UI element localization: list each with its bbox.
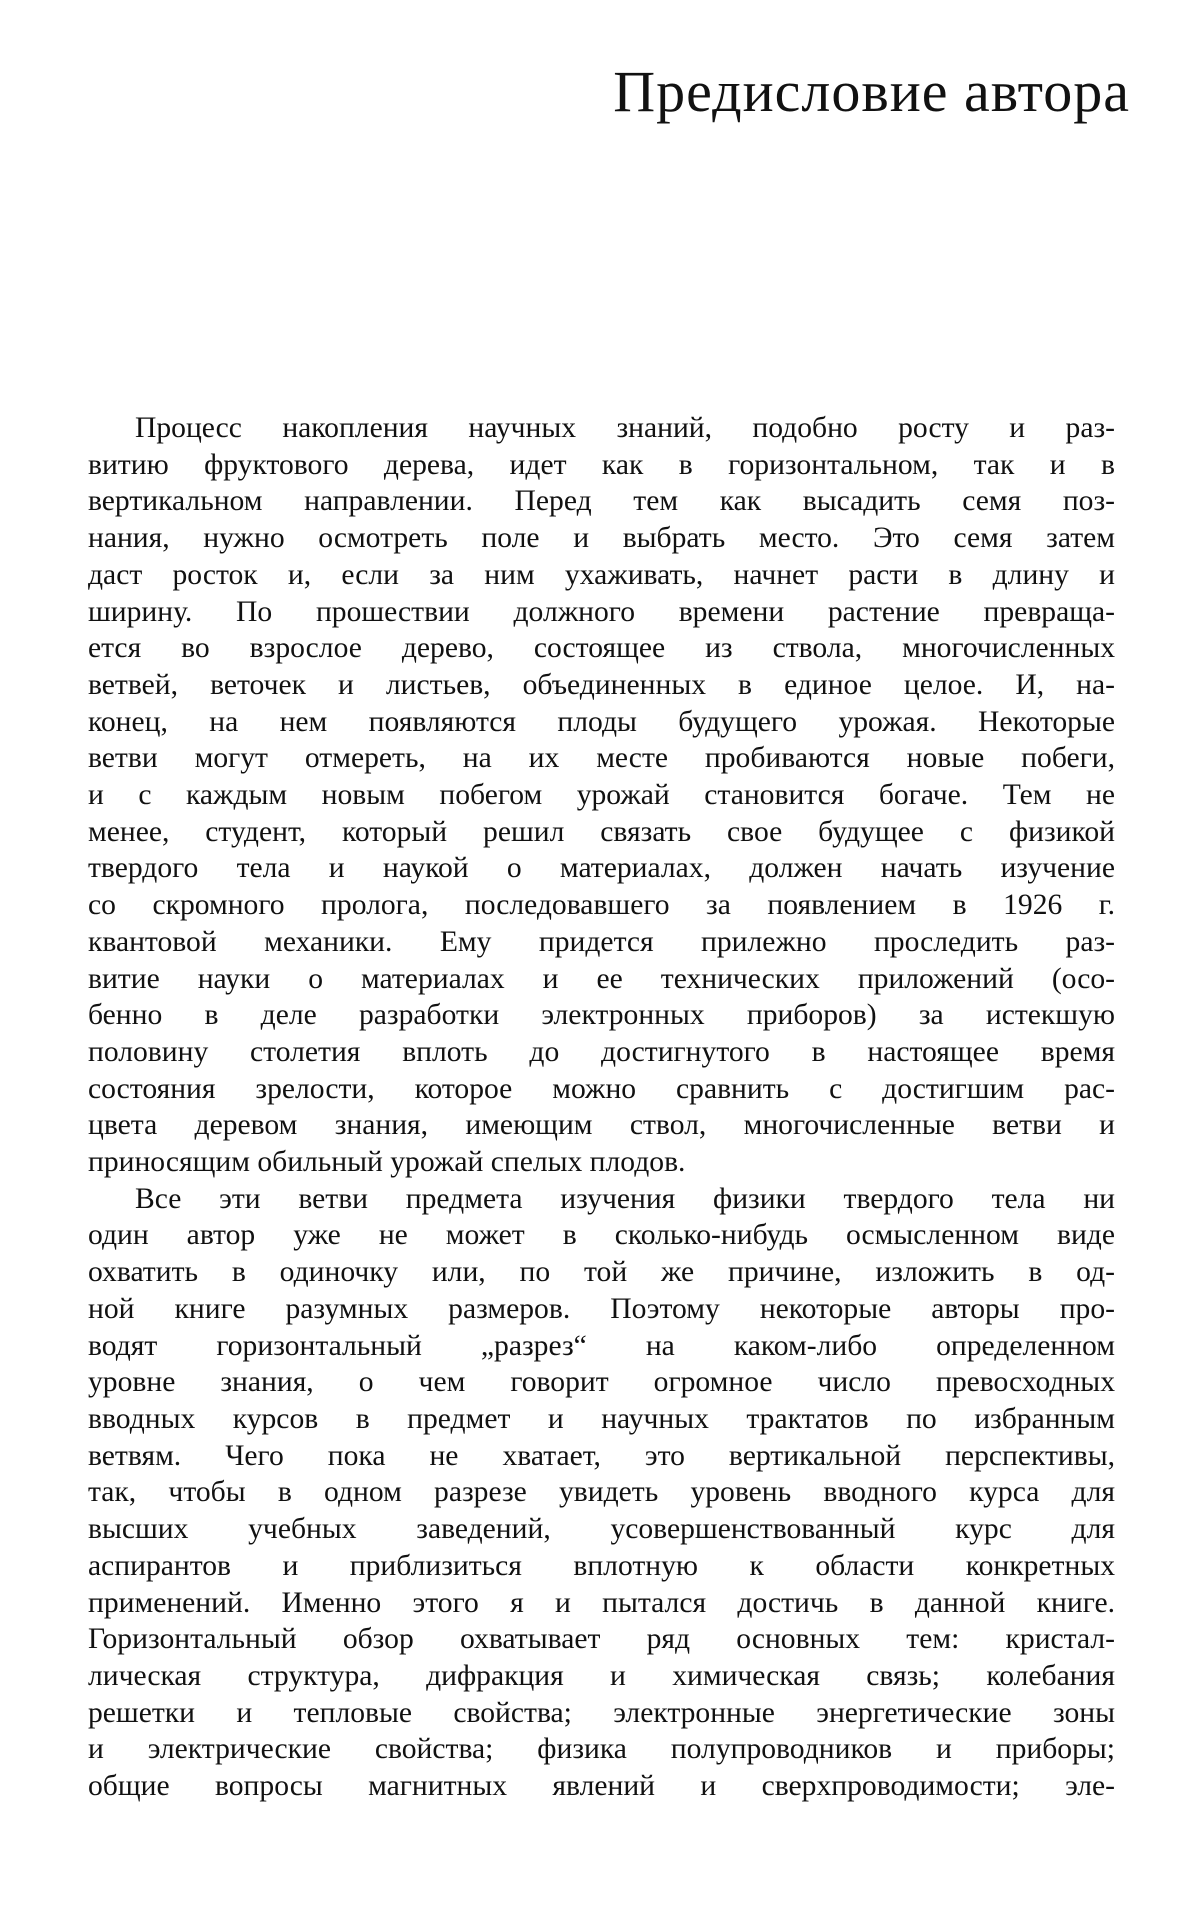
text-line: квантовой механики. Ему придется прилежно проследить раз- xyxy=(88,925,1115,958)
text-line: охватить в одиночку или, по той же причине, изложить в од- xyxy=(88,1256,1115,1289)
text-line: ветвям. Чего пока не хватает, это вертикальной перспективы, xyxy=(88,1439,1115,1472)
page-title: Предисловие автора xyxy=(613,59,1130,124)
text-line: со скромного пролога, последовавшего за появлением в 1926 г. xyxy=(88,889,1115,922)
text-line: аспирантов и приблизиться вплотную к области конкретных xyxy=(88,1549,1115,1582)
text-line: цвета деревом знания, имеющим ствол, многочисленные ветви и xyxy=(88,1109,1115,1142)
text-line: так, чтобы в одном разрезе увидеть уровень вводного курса для xyxy=(88,1476,1115,1509)
text-line: твердого тела и наукой о материалах, должен начать изучение xyxy=(88,852,1115,885)
text-line: высших учебных заведений, усовершенствованный курс для xyxy=(88,1513,1115,1546)
body-text xyxy=(88,410,1115,1805)
text-line: ется во взрослое дерево, состоящее из ствола, многочисленных xyxy=(88,632,1115,665)
text-line: нания, нужно осмотреть поле и выбрать место. Это семя затем xyxy=(88,522,1115,555)
text-line: уровне знания, о чем говорит огромное число превосходных xyxy=(88,1366,1115,1399)
text-line: витию фруктового дерева, идет как в горизонтальном, так и в xyxy=(88,448,1115,481)
text-line: водят горизонтальный „разрез“ на каком-либо определенном xyxy=(88,1329,1115,1362)
text-line: вертикальном направлении. Перед тем как высадить семя поз- xyxy=(88,485,1115,518)
text-line: лическая структура, дифракция и химическая связь; колебания xyxy=(88,1659,1115,1692)
text-line: и электрические свойства; физика полупроводников и приборы; xyxy=(88,1733,1115,1766)
text-line: ветвей, веточек и листьев, объединенных в единое целое. И, на- xyxy=(88,668,1115,701)
text-line: витие науки о материалах и ее технических приложений (осо- xyxy=(88,962,1115,995)
text-line: менее, студент, который решил связать свое будущее с физикой xyxy=(88,815,1115,848)
text-line: ширину. По прошествии должного времени растение превраща- xyxy=(88,595,1115,628)
text-line: решетки и тепловые свойства; электронные энергетические зоны xyxy=(88,1696,1115,1729)
text-line: один автор уже не может в сколько-нибудь осмысленном виде xyxy=(88,1219,1115,1252)
text-line: Все эти ветви предмета изучения физики твердого тела ни xyxy=(135,1182,1115,1215)
paragraph-1 xyxy=(88,410,1115,1181)
text-line: состояния зрелости, которое можно сравнить с достигшим рас- xyxy=(88,1072,1115,1105)
text-line: применений. Именно этого я и пытался достичь в данной книге. xyxy=(88,1586,1115,1619)
text-line: вводных курсов в предмет и научных трактатов по избранным xyxy=(88,1402,1115,1435)
paragraph-2 xyxy=(88,1181,1115,1805)
text-line: приносящим обильный урожай спелых плодов. xyxy=(88,1146,686,1179)
text-line: половину столетия вплоть до достигнутого в настоящее время xyxy=(88,1035,1115,1068)
text-line: и с каждым новым побегом урожай становится богаче. Тем не xyxy=(88,779,1115,812)
text-line: Процесс накопления научных знаний, подобно росту и раз- xyxy=(135,412,1115,444)
text-line: общие вопросы магнитных явлений и сверхпроводимости; эле- xyxy=(88,1770,1115,1803)
text-line: ветви могут отмереть, на их месте пробиваются новые побеги, xyxy=(88,742,1115,775)
text-line: даст росток и, если за ним ухаживать, начнет расти в длину и xyxy=(88,558,1115,591)
text-line: Горизонтальный обзор охватывает ряд основных тем: кристал- xyxy=(88,1623,1115,1656)
text-line: бенно в деле разработки электронных приборов) за истекшую xyxy=(88,999,1115,1032)
text-line: ной книге разумных размеров. Поэтому некоторые авторы про- xyxy=(88,1292,1115,1325)
text-line: конец, на нем появляются плоды будущего урожая. Некоторые xyxy=(88,705,1115,738)
